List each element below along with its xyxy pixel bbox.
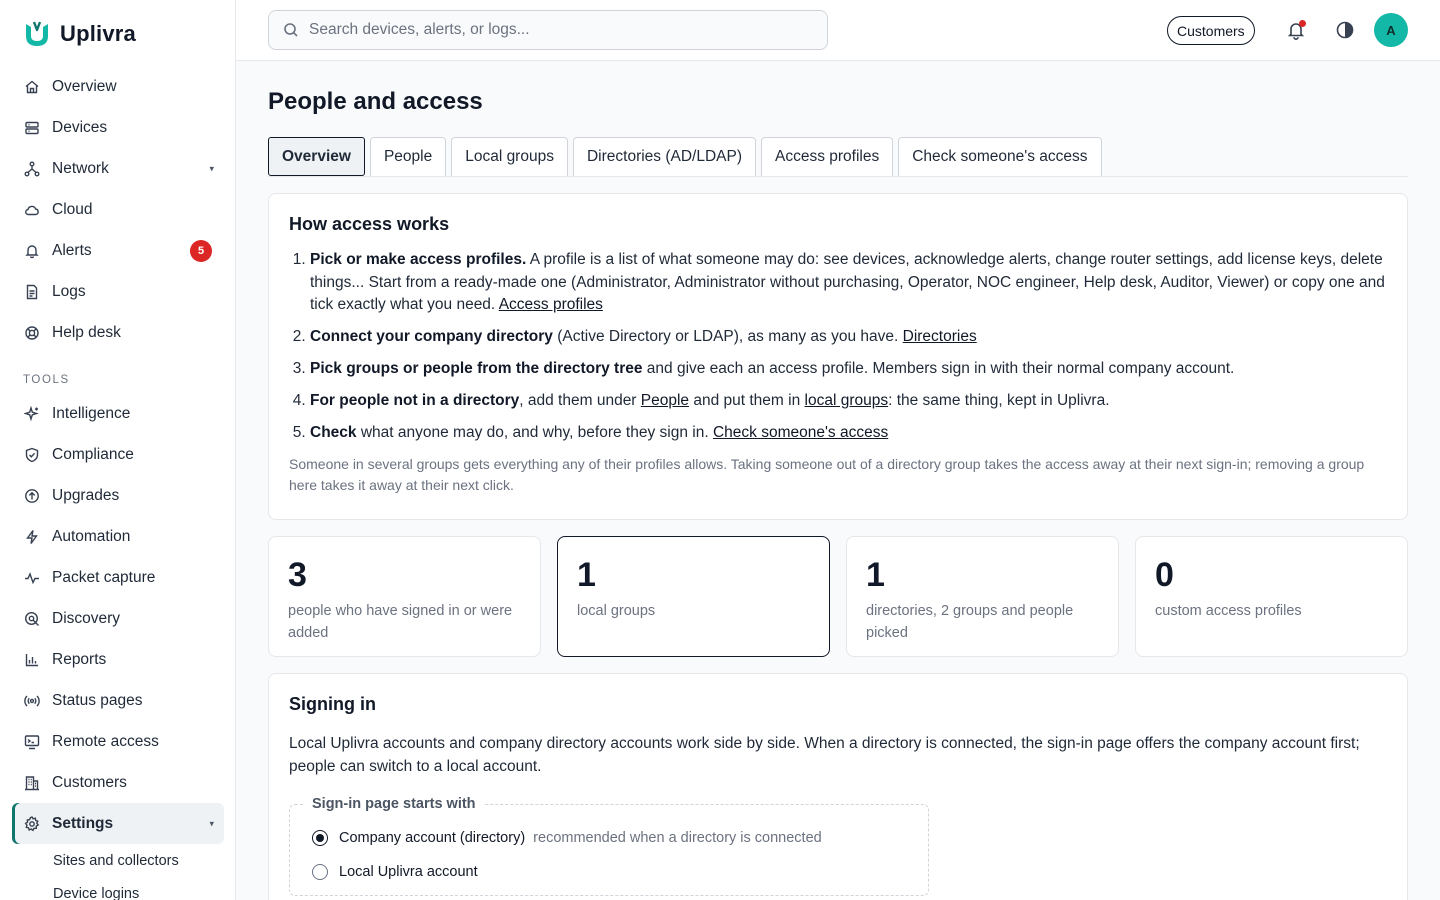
- step-text: and put them in: [689, 392, 805, 409]
- tab-people[interactable]: People: [370, 137, 446, 176]
- tab-local-groups[interactable]: Local groups: [451, 137, 568, 176]
- sidebar-nav: [12, 66, 224, 900]
- radio-button-selected[interactable]: [312, 830, 328, 846]
- step-heading: For people not in a directory: [310, 392, 520, 409]
- sidebar-item-label: Compliance: [52, 445, 134, 463]
- sidebar-item-automation[interactable]: [12, 516, 224, 557]
- sidebar-item-label: Help desk: [52, 323, 121, 341]
- sidebar-item-label: Settings: [52, 814, 114, 832]
- step-heading: Pick or make access profiles.: [310, 251, 527, 268]
- sidebar-item-settings[interactable]: [12, 803, 224, 844]
- step-text: what anyone may do, and why, before they sign in.: [356, 424, 713, 441]
- radio-button[interactable]: [312, 864, 328, 880]
- search-box[interactable]: [268, 10, 828, 50]
- card-title: Signing in: [289, 694, 376, 714]
- sidebar-item-overview[interactable]: [12, 66, 224, 107]
- bar-chart-icon: [24, 652, 40, 668]
- stat-card-directories[interactable]: [846, 536, 1119, 657]
- file-icon: [24, 284, 40, 300]
- building-icon: [24, 775, 40, 791]
- sparkle-icon: [24, 406, 40, 422]
- stat-label: local groups: [577, 603, 656, 619]
- stat-label: custom access profiles: [1155, 603, 1302, 619]
- bolt-icon: [24, 529, 40, 545]
- steps-list: [289, 249, 1387, 445]
- pulse-icon: [24, 570, 40, 586]
- step-text: and give each an access profile. Members sign in with their normal company account.: [642, 360, 1235, 377]
- signin-description: Local Uplivra accounts and company directory accounts work side by side. When a directory is connected, the sign-in page offers the company account first; people can switch to a local account.: [289, 735, 1360, 775]
- avatar[interactable]: A: [1374, 13, 1408, 47]
- sidebar-item-label: Cloud: [52, 200, 93, 218]
- sidebar-item-label: Upgrades: [52, 486, 120, 504]
- card-title: How access works: [289, 214, 450, 234]
- stat-value: 0: [1155, 556, 1174, 594]
- sidebar-item-label: Status pages: [52, 691, 143, 709]
- theme-toggle-button[interactable]: [1335, 20, 1355, 40]
- sidebar-item-label: Automation: [52, 527, 131, 545]
- fieldset-legend: Sign-in page starts with: [304, 796, 484, 812]
- sidebar-item-alerts[interactable]: [12, 230, 224, 271]
- sidebar-item-help-desk[interactable]: [12, 312, 224, 353]
- step-heading: Pick groups or people from the directory tree: [310, 360, 643, 377]
- step-text: , add them under: [519, 392, 641, 409]
- signing-in-card: [268, 673, 1408, 900]
- tools-heading: TOOLS: [23, 374, 70, 386]
- sidebar-item-devices[interactable]: [12, 107, 224, 148]
- sidebar-item-label: Intelligence: [52, 404, 131, 422]
- gear-icon: [24, 816, 40, 832]
- sidebar: [0, 0, 236, 900]
- tab-bar: [268, 137, 1408, 177]
- sidebar-subitem-device-logins[interactable]: Device logins: [53, 885, 140, 900]
- notifications-button[interactable]: [1286, 20, 1306, 40]
- tab-directories[interactable]: Directories (AD/LDAP): [573, 137, 756, 176]
- tab-overview[interactable]: Overview: [268, 137, 365, 176]
- radio-hint: recommended when a directory is connected: [533, 830, 822, 846]
- sidebar-item-label: Remote access: [52, 732, 159, 750]
- sidebar-item-label: Logs: [52, 282, 86, 300]
- stat-label: directories, 2 groups and people picked: [866, 603, 1074, 641]
- search-circle-icon: [24, 611, 40, 627]
- sidebar-item-discovery[interactable]: [12, 598, 224, 639]
- sidebar-item-network[interactable]: [12, 148, 224, 189]
- top-bar: [236, 0, 1440, 61]
- sidebar-item-label: Reports: [52, 650, 107, 668]
- tab-access-profiles[interactable]: Access profiles: [761, 137, 893, 176]
- network-icon: [24, 161, 40, 177]
- home-icon: [24, 79, 40, 95]
- notification-dot: [1299, 20, 1306, 27]
- sidebar-item-label: Discovery: [52, 609, 121, 627]
- how-access-works-card: [268, 193, 1408, 520]
- sidebar-item-packet-capture[interactable]: [12, 557, 224, 598]
- contrast-icon: [1335, 20, 1355, 40]
- sidebar-item-remote-access[interactable]: [12, 721, 224, 762]
- monitor-icon: [24, 734, 40, 750]
- sidebar-item-logs[interactable]: [12, 271, 224, 312]
- list-item: [310, 390, 1387, 413]
- sidebar-subitem-sites-and-collectors[interactable]: Sites and collectors: [53, 852, 179, 869]
- stat-card-local-groups[interactable]: [557, 536, 830, 657]
- sidebar-item-upgrades[interactable]: [12, 475, 224, 516]
- tab-check-access[interactable]: Check someone's access: [898, 137, 1101, 176]
- step-text: : the same thing, kept in Uplivra.: [888, 392, 1110, 409]
- stat-value: 1: [577, 556, 596, 594]
- list-item: [310, 326, 1387, 349]
- directories-link[interactable]: Directories: [902, 328, 977, 345]
- sidebar-item-label: Network: [52, 159, 109, 177]
- access-profiles-link[interactable]: Access profiles: [498, 296, 603, 313]
- sidebar-item-intelligence[interactable]: [12, 393, 224, 434]
- local-groups-link[interactable]: local groups: [804, 392, 889, 409]
- brand[interactable]: [24, 20, 136, 48]
- sidebar-item-cloud[interactable]: [12, 189, 224, 230]
- sidebar-item-compliance[interactable]: [12, 434, 224, 475]
- step-text: A profile is a list of what someone may do: see devices, acknowledge alerts, change router settings, add license keys, delete things... Start from a ready-made one (Administrator, Administrator without purchasing, Operator, NOC engineer, Help desk, Auditor, Viewer) or copy one and tick exactly what you need.: [310, 251, 1385, 313]
- list-item: [310, 422, 1387, 445]
- cloud-icon: [24, 202, 40, 218]
- sidebar-item-label: Customers: [52, 773, 127, 791]
- radio-local-account[interactable]: [312, 864, 478, 880]
- chevron-down-icon[interactable]: ▾: [209, 163, 214, 173]
- sidebar-item-status-pages[interactable]: [12, 680, 224, 721]
- stat-card-custom-profiles[interactable]: [1135, 536, 1408, 657]
- sidebar-item-label: Alerts: [52, 241, 92, 259]
- server-icon: [24, 120, 40, 136]
- broadcast-icon: [24, 693, 40, 709]
- step-text: (Active Directory or LDAP), as many as you have.: [552, 328, 903, 345]
- stat-value: 1: [866, 556, 885, 594]
- brand-name: Uplivra: [60, 21, 136, 46]
- stat-label: people who have signed in or were added: [288, 603, 513, 641]
- sidebar-item-label: Packet capture: [52, 568, 156, 586]
- step-heading: Connect your company directory: [310, 328, 553, 345]
- sidebar-item-reports[interactable]: [12, 639, 224, 680]
- alerts-count-badge: 5: [190, 240, 212, 262]
- stat-value: 3: [288, 556, 307, 594]
- lifebuoy-icon: [24, 325, 40, 341]
- signin-start-fieldset: [289, 796, 929, 896]
- list-item: [310, 249, 1387, 317]
- page-title: People and access: [268, 88, 483, 115]
- sidebar-item-label: Overview: [52, 77, 117, 95]
- bell-icon: [24, 243, 40, 259]
- chevron-down-icon[interactable]: ▾: [209, 818, 214, 828]
- uplivra-logo-icon: [24, 20, 50, 48]
- radio-company-account[interactable]: [312, 830, 822, 846]
- shield-icon: [24, 447, 40, 463]
- customers-button[interactable]: Customers: [1167, 16, 1255, 45]
- radio-label: Company account (directory): [339, 830, 526, 846]
- step-heading: Check: [310, 424, 357, 441]
- arrow-up-circle-icon: [24, 488, 40, 504]
- check-access-link[interactable]: Check someone's access: [712, 424, 889, 441]
- stat-card-people[interactable]: [268, 536, 541, 657]
- search-icon: [283, 22, 299, 38]
- people-link[interactable]: People: [640, 392, 690, 409]
- sidebar-item-customers[interactable]: [12, 762, 224, 803]
- radio-label: Local Uplivra account: [339, 864, 478, 880]
- access-note: Someone in several groups gets everything any of their profiles allows. Taking someone out of a directory group takes the access away at their next sign-in; removing a group here takes it away at their next click.: [289, 456, 1365, 493]
- search-input[interactable]: [309, 21, 809, 39]
- sidebar-item-label: Devices: [52, 118, 108, 136]
- list-item: [310, 358, 1387, 381]
